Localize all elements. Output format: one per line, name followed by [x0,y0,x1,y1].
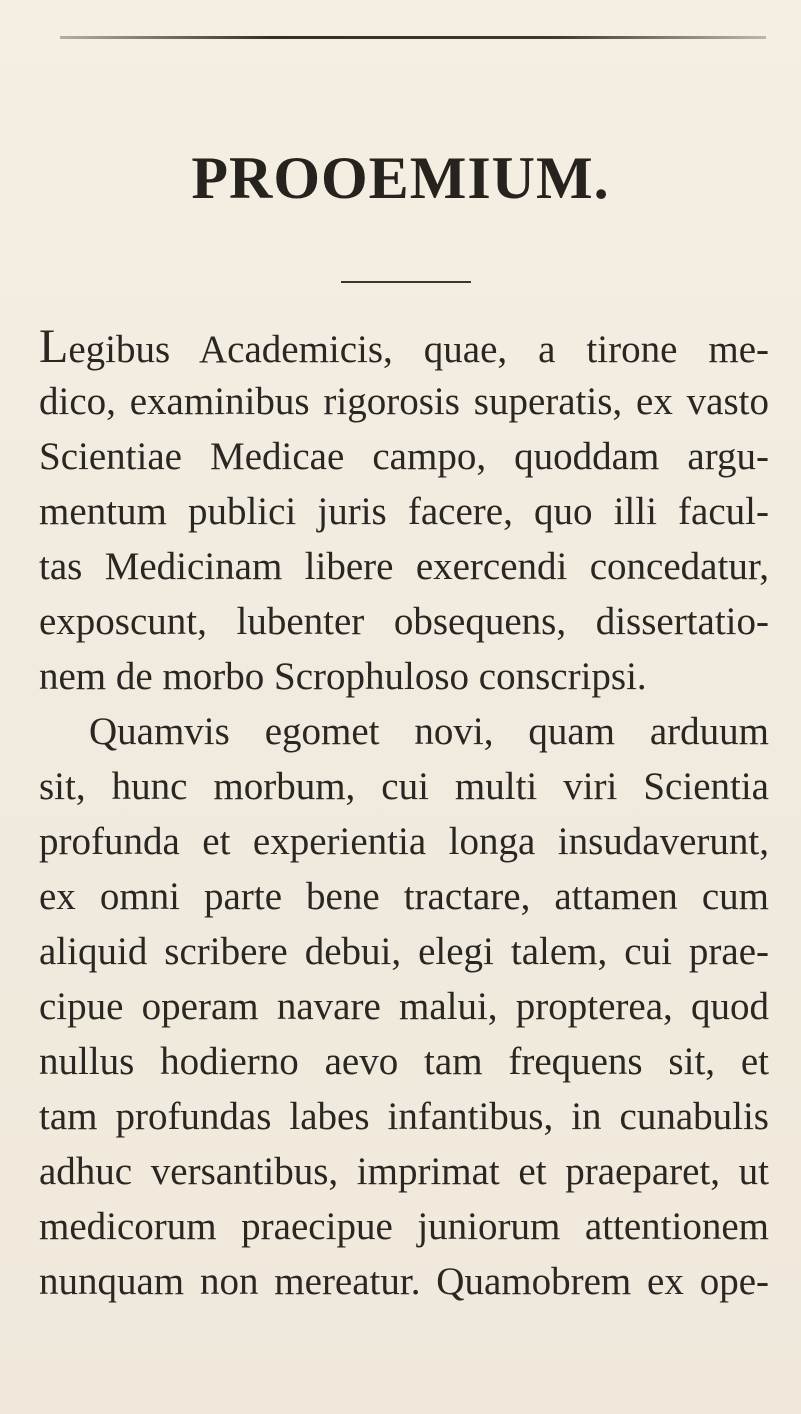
text-line: nullus hodierno aevo tam frequens sit, et [39,1040,769,1083]
text-line: adhuc versantibus, imprimat et praeparet, ut [39,1150,769,1193]
text-line: dico, examinibus rigorosis superatis, ex vasto [39,380,769,423]
body-text [39,319,769,1309]
text-line: tam profundas labes infantibus, in cunabulis [39,1095,769,1138]
text-line: Quamvis egomet novi, quam arduum [89,710,769,753]
text-line: Scientiae Medicae campo, quoddam argu- [39,435,769,478]
text-line: medicorum praecipue juniorum attentionem [39,1205,769,1248]
text-line: Legibus Academicis, quae, a tirone me- [39,320,769,373]
title-rule [341,281,471,283]
top-rule [60,36,766,39]
text-line: sit, hunc morbum, cui multi viri Scientia [39,765,769,808]
text-line: tas Medicinam libere exercendi concedatur, [39,545,769,588]
text-line: profunda et experientia longa insudaverunt, [39,820,769,863]
page-title: PROOEMIUM. [191,145,610,211]
text-line: nunquam non mereatur. Quamobrem ex ope- [39,1260,769,1303]
text-line: aliquid scribere debui, elegi talem, cui prae- [39,930,769,973]
text-line: exposcunt, lubenter obsequens, dissertatio- [39,600,769,643]
text-line: mentum publici juris facere, quo illi facul- [39,490,769,533]
text-line: nem de morbo Scrophuloso conscripsi. [39,655,647,698]
text-line: ex omni parte bene tractare, attamen cum [39,875,769,918]
text-line: cipue operam navare malui, propterea, quod [39,985,769,1028]
